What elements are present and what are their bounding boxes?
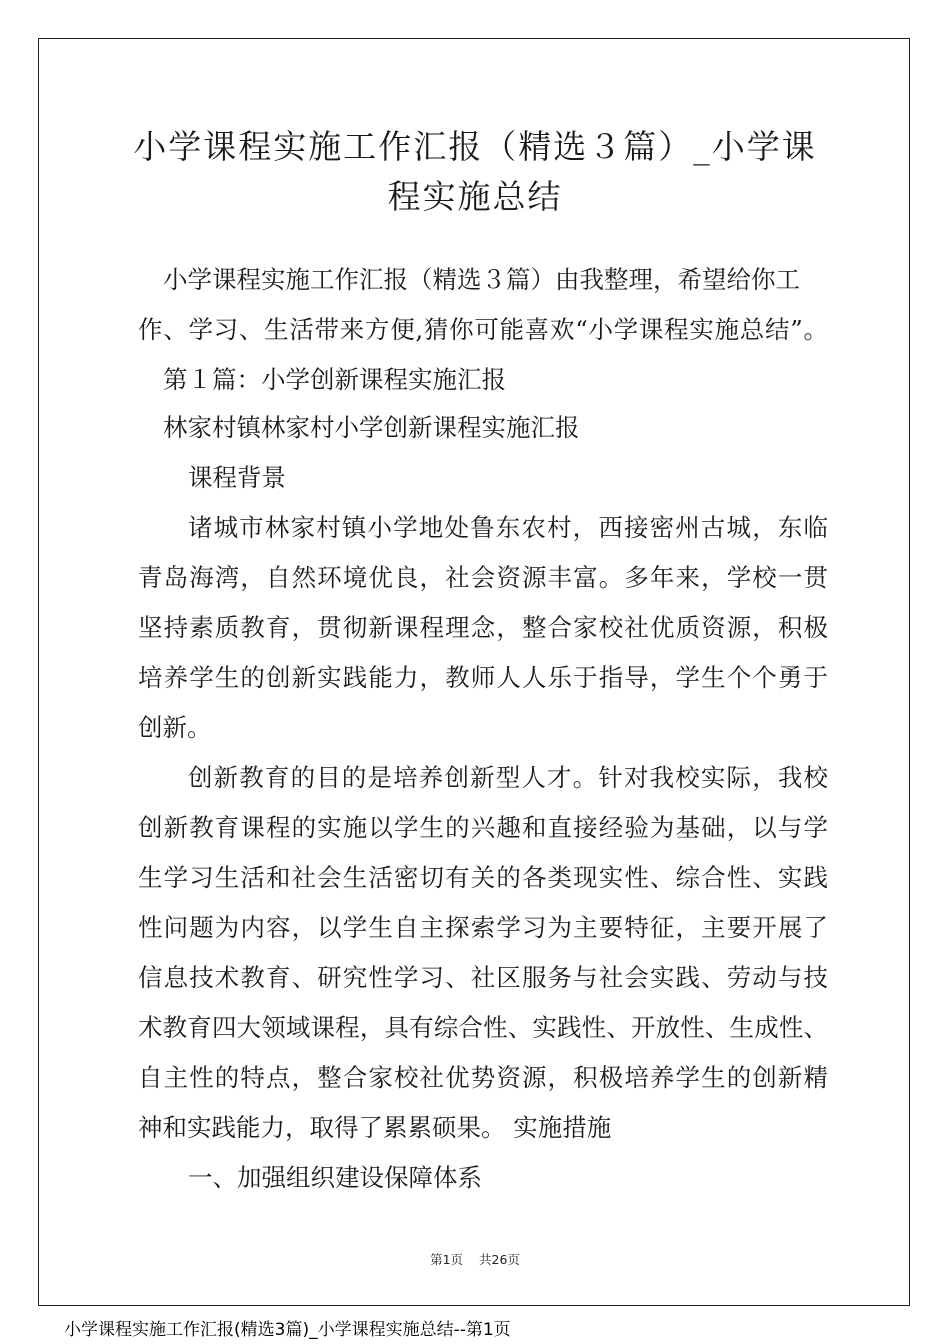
page-footer: [0, 1250, 950, 1268]
title-line-2: 程实施总结: [387, 177, 563, 216]
title-line-1: 小学课程实施工作汇报（精选３篇）_小学课: [133, 127, 817, 166]
para1-line-2: 青岛海湾，自然环境优良，社会资源丰富。多年来，学校一贯: [138, 563, 828, 592]
para2-line-7: 自主性的特点，整合家校社优势资源，积极培养学生的创新精: [138, 1063, 828, 1092]
para2-line-4: 性问题为内容，以学生自主探索学习为主要特征，主要开展了: [138, 913, 828, 942]
para2-line-6: 术教育四大领域课程，具有综合性、实践性、开放性、生成性、: [138, 1013, 828, 1042]
para1-line-5: 创新。: [138, 713, 212, 742]
para2-line-3: 生学习生活和社会生活密切有关的各类现实性、综合性、实践: [138, 863, 828, 892]
page-current: 第1页: [430, 1252, 464, 1267]
report-subtitle: 林家村镇林家村小学创新课程实施汇报: [163, 413, 580, 442]
part1-heading: 第１篇：小学创新课程实施汇报: [163, 365, 506, 394]
section-one-heading: 一、加强组织建设保障体系: [188, 1163, 482, 1192]
para2-line-1: 创新教育的目的是培养创新型人才。针对我校实际，我校: [188, 763, 828, 792]
para1-line-3: 坚持素质教育，贯彻新课程理念，整合家校社优质资源，积极: [138, 613, 828, 642]
para1-line-1: 诸城市林家村镇小学地处鲁东农村，西接密州古城，东临: [188, 513, 828, 542]
section-background-heading: 课程背景: [188, 463, 286, 492]
para1-line-4: 培养学生的创新实践能力，教师人人乐于指导，学生个个勇于: [138, 663, 828, 692]
page-total: 共26页: [479, 1252, 520, 1267]
intro-line-1: 小学课程实施工作汇报（精选３篇）由我整理，希望给你工: [163, 265, 800, 294]
bottom-caption: 小学课程实施工作汇报(精选3篇)_小学课程实施总结--第1页: [62, 1315, 513, 1340]
document-title: [60, 122, 890, 222]
para2-line-2: 创新教育课程的实施以学生的兴趣和直接经验为基础，以与学: [138, 813, 828, 842]
para2-line-5: 信息技术教育、研究性学习、社区服务与社会实践、劳动与技: [138, 963, 828, 992]
intro-line-2: 作、学习、生活带来方便,猜你可能喜欢“小学课程实施总结”。: [138, 315, 828, 344]
para2-line-8: 神和实践能力，取得了累累硕果。 实施措施: [138, 1113, 612, 1142]
